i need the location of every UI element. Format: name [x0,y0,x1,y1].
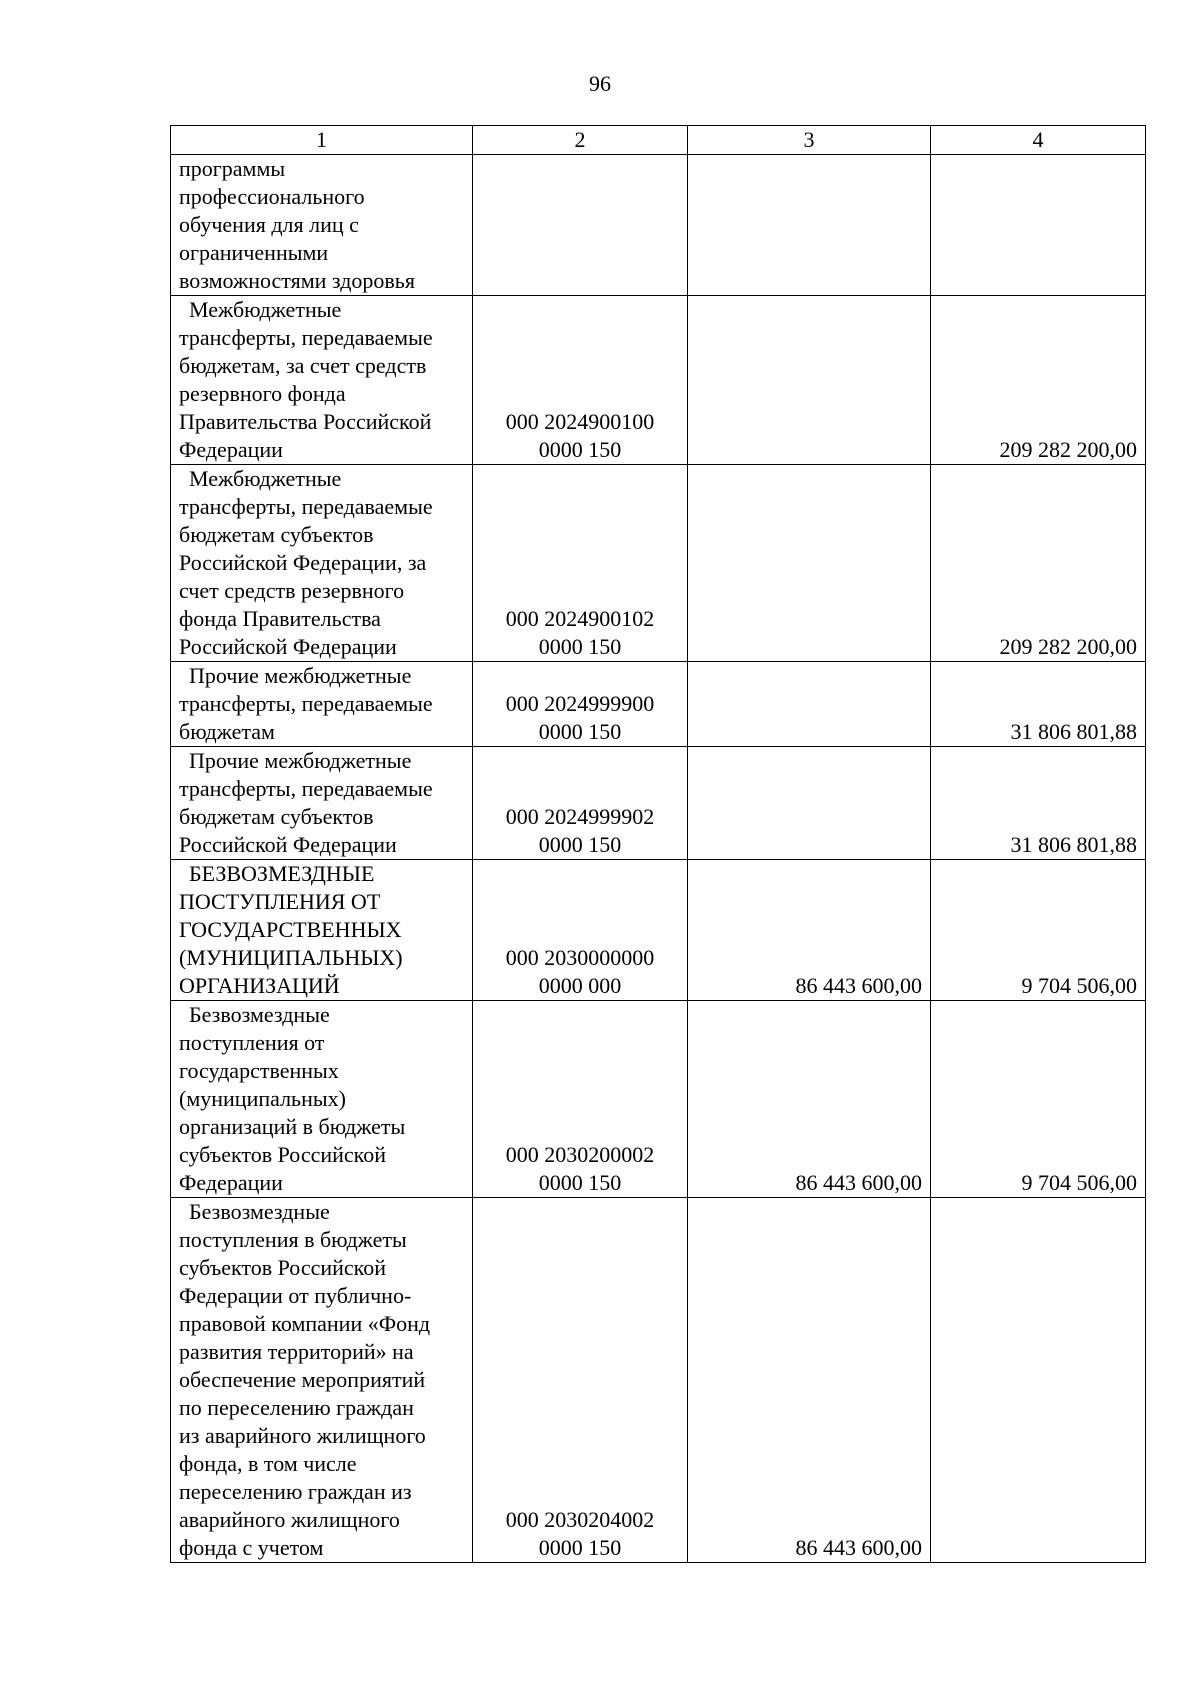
row-col4-cell: 209 282 200,00 [931,465,1146,662]
row-col3-cell: 86 443 600,00 [688,860,931,1001]
table-row [171,662,1146,747]
row-code-cell: 000 2030000000 0000 000 [473,860,688,1001]
row-col3-cell [688,662,931,747]
row-name-cell: Межбюджетные трансферты, передаваемые бюджетам, за счет средств резервного фонда Правительства Российской Федерации [171,296,473,465]
row-code-cell [473,155,688,296]
row-col4-cell: 209 282 200,00 [931,296,1146,465]
row-code-cell: 000 2024999902 0000 150 [473,747,688,860]
table-row [171,860,1146,1001]
row-code-cell: 000 2030204002 0000 150 [473,1198,688,1563]
table-row [171,155,1146,296]
column-header-2: 2 [473,126,688,155]
column-header-4: 4 [931,126,1146,155]
row-name-cell: программы профессионального обучения для лиц с ограниченными возможностями здоровья [171,155,473,296]
budget-table [170,125,1146,1563]
row-code-cell: 000 2024900102 0000 150 [473,465,688,662]
row-code-cell: 000 2024900100 0000 150 [473,296,688,465]
row-col4-cell: 9 704 506,00 [931,1001,1146,1198]
row-col4-cell [931,1198,1146,1563]
page-number: 96 [589,71,611,96]
column-header-1: 1 [171,126,473,155]
row-name-cell: Безвозмездные поступления от государственных (муниципальных) организаций в бюджеты субъектов Российской Федерации [171,1001,473,1198]
row-name-cell: Межбюджетные трансферты, передаваемые бюджетам субъектов Российской Федерации, за счет средств резервного фонда Правительства Российской Федерации [171,465,473,662]
row-code-cell: 000 2024999900 0000 150 [473,662,688,747]
row-name-cell: Прочие межбюджетные трансферты, передаваемые бюджетам субъектов Российской Федерации [171,747,473,860]
table-row [171,296,1146,465]
table-row [171,1198,1146,1563]
row-col3-cell [688,747,931,860]
row-col3-cell [688,155,931,296]
table-row [171,465,1146,662]
row-col3-cell [688,465,931,662]
table-row [171,1001,1146,1198]
row-col4-cell: 9 704 506,00 [931,860,1146,1001]
row-col3-cell [688,296,931,465]
column-header-3: 3 [688,126,931,155]
table-header-row [171,126,1146,155]
row-name-cell: Прочие межбюджетные трансферты, передаваемые бюджетам [171,662,473,747]
row-col3-cell: 86 443 600,00 [688,1001,931,1198]
row-col3-cell: 86 443 600,00 [688,1198,931,1563]
row-code-cell: 000 2030200002 0000 150 [473,1001,688,1198]
row-col4-cell: 31 806 801,88 [931,747,1146,860]
row-col4-cell [931,155,1146,296]
row-name-cell: Безвозмездные поступления в бюджеты субъектов Российской Федерации от публично- правовой компании «Фонд развития территорий» на обеспечение мероприятий по переселению граждан из аварийного жилищного фонда, в том числе переселению граждан из аварийного жилищного фонда с учетом [171,1198,473,1563]
row-name-cell: БЕЗВОЗМЕЗДНЫЕ ПОСТУПЛЕНИЯ ОТ ГОСУДАРСТВЕННЫХ (МУНИЦИПАЛЬНЫХ) ОРГАНИЗАЦИЙ [171,860,473,1001]
row-col4-cell: 31 806 801,88 [931,662,1146,747]
table-row [171,747,1146,860]
